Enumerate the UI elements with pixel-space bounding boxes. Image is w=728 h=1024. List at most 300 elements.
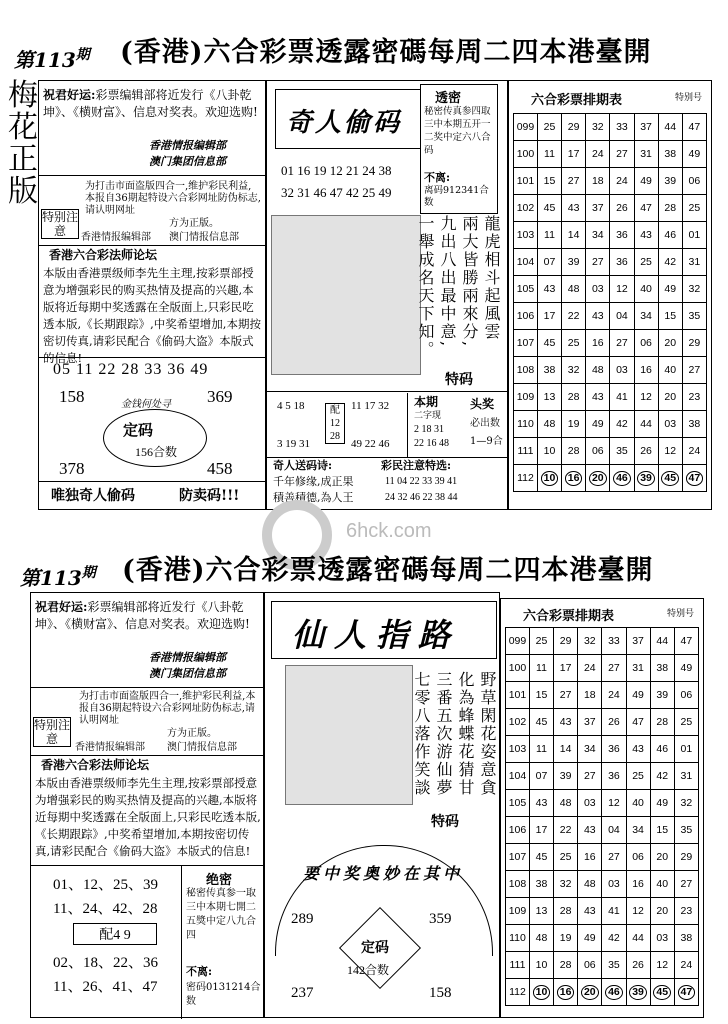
number-cell: 47 (682, 114, 706, 141)
number-cell: 35 (602, 952, 626, 979)
divider (31, 755, 265, 756)
drawn-number-cell (634, 465, 658, 492)
divider (39, 357, 267, 358)
number-cell: 25 (634, 249, 658, 276)
notice-text: 为打击市面盗版四合一,维护彩民利益,本报自36期起特设六合彩网址防伪标志,请认明网址 (85, 181, 261, 216)
issue-prefix: 第113 (14, 48, 76, 72)
slogan-right: 防卖码!!! (179, 488, 240, 504)
caimin-title: 彩民注意特选: (381, 459, 452, 472)
buli-label: 不离: (424, 171, 451, 184)
drawn-number-ball: 39 (637, 471, 655, 486)
number-cell: 28 (658, 195, 682, 222)
drawn-number-cell (529, 979, 553, 1006)
drawn-number-cell (626, 979, 650, 1006)
nums-line-1: 01、12、25、39 (53, 877, 159, 893)
number-cell: 42 (658, 249, 682, 276)
schedule-table-panel (500, 598, 704, 1018)
number-cell: 45 (537, 195, 561, 222)
issue-cell: 108 (506, 871, 530, 898)
number-cell: 27 (602, 655, 626, 682)
sign-macau: 澳门集团信息部 (149, 667, 226, 680)
poem-line-3: 三番五次游仙夢 (434, 671, 453, 797)
number-cell: 03 (658, 411, 682, 438)
benqi-box (407, 393, 510, 457)
drawn-number-ball: 10 (541, 471, 559, 486)
caimin-n1: 11 04 22 33 39 41 (385, 476, 458, 487)
divider (267, 457, 509, 458)
number-cell: 25 (537, 114, 561, 141)
table-row (506, 763, 699, 790)
tema-label: 特码 (431, 814, 459, 830)
number-cell: 43 (578, 817, 602, 844)
poem-line-1: 龍虎相斗起風雲 (482, 215, 501, 341)
table-row (506, 709, 699, 736)
issue-cell: 103 (506, 736, 530, 763)
number-cell: 28 (650, 709, 674, 736)
number-cell: 46 (650, 736, 674, 763)
number-cell: 27 (562, 168, 586, 195)
number-cell: 40 (626, 790, 650, 817)
number-cell: 29 (682, 330, 706, 357)
number-cell: 25 (554, 844, 578, 871)
poem-line-4: 七零八落作笑談 (412, 671, 431, 797)
number-cell: 24 (674, 952, 698, 979)
table-title: 六合彩票排期表 (531, 93, 623, 108)
number-cell: 11 (529, 655, 553, 682)
issue-cell: 099 (514, 114, 538, 141)
luck-block (35, 599, 259, 633)
center-title-box (275, 89, 425, 149)
drawn-number-ball: 47 (686, 471, 704, 486)
notice-sign2: 香港情报编辑部 (75, 742, 145, 753)
notice-label: 特别注意 (42, 210, 79, 238)
number-cell: 17 (529, 817, 553, 844)
drawn-number-ball: 16 (557, 985, 575, 1000)
number-cell: 15 (650, 817, 674, 844)
poem2-line1: 千年修缘,成正果 (273, 475, 354, 488)
nums-line-4: 11、26、41、47 (53, 979, 158, 995)
diamond-top-right: 359 (429, 911, 452, 927)
center-title: 仙人指路 (292, 616, 461, 654)
number-cell: 06 (682, 168, 706, 195)
number-cell: 31 (626, 655, 650, 682)
table-row (514, 168, 707, 195)
number-cell: 28 (554, 898, 578, 925)
table-tag: 特别号 (675, 93, 703, 103)
schedule-table-panel (508, 80, 712, 510)
slogan-left: 唯独奇人偷码 (51, 488, 135, 504)
number-cell: 16 (578, 844, 602, 871)
issue-cell: 112 (506, 979, 530, 1006)
poem-line-1: 野草閑花姿意貪 (478, 671, 497, 797)
number-cell: 17 (562, 141, 586, 168)
table-row (506, 628, 699, 655)
number-cell: 03 (602, 871, 626, 898)
number-cell: 04 (602, 817, 626, 844)
number-cell: 27 (610, 141, 634, 168)
number-cell: 06 (674, 682, 698, 709)
drawn-number-cell (578, 979, 602, 1006)
number-cell: 43 (586, 384, 610, 411)
issue-cell: 101 (506, 682, 530, 709)
issue-cell: 109 (514, 384, 538, 411)
number-cell: 12 (650, 952, 674, 979)
number-cell: 20 (650, 844, 674, 871)
number-cell: 45 (537, 330, 561, 357)
issue-cell: 104 (506, 763, 530, 790)
benqi-n2: 22 16 48 (414, 438, 449, 449)
number-cell: 24 (578, 655, 602, 682)
table-row (506, 790, 699, 817)
secret-box (420, 84, 498, 214)
poem-line-4: 一舉成名天下知。 (416, 215, 435, 359)
table-row (514, 141, 707, 168)
divider (31, 687, 265, 688)
secret-text: 秘密传真参四取三中本期五开一二奖中定六八合码 (424, 106, 491, 156)
number-cell: 36 (610, 249, 634, 276)
diamond-count: 142合数 (347, 963, 390, 977)
ring-bottom-right: 458 (207, 459, 233, 478)
drawn-number-cell (562, 465, 586, 492)
number-cell: 26 (634, 438, 658, 465)
issue-suffix: 期 (75, 47, 90, 63)
side-title: 梅花正版 (8, 78, 38, 209)
number-cell: 29 (674, 844, 698, 871)
number-cell: 26 (610, 195, 634, 222)
number-cell: 34 (626, 817, 650, 844)
drawn-number-ball: 20 (581, 985, 599, 1000)
immortal-illustration (285, 665, 413, 805)
drawn-number-cell (537, 465, 561, 492)
pair-a2: 3 19 31 (277, 438, 310, 450)
issue-cell: 106 (506, 817, 530, 844)
number-cell: 49 (658, 276, 682, 303)
number-cell: 18 (586, 168, 610, 195)
ring-center: 定码 (123, 421, 154, 439)
issue-cell: 105 (506, 790, 530, 817)
number-cell: 39 (658, 168, 682, 195)
ring-arc-text: 金钱何处寻 (121, 399, 171, 410)
number-cell: 29 (554, 628, 578, 655)
number-cell: 32 (562, 357, 586, 384)
table-row-latest (506, 979, 699, 1006)
buli-text: 密码0131214合数 (186, 982, 261, 1007)
number-cell: 49 (650, 790, 674, 817)
forum-title: 香港六合彩法师论坛 (41, 758, 150, 772)
number-cell: 32 (586, 114, 610, 141)
number-cell: 24 (586, 141, 610, 168)
issue-cell: 107 (514, 330, 538, 357)
issue-cell: 103 (514, 222, 538, 249)
number-cell: 43 (626, 736, 650, 763)
table-row (506, 898, 699, 925)
number-cell: 28 (562, 438, 586, 465)
number-cell: 44 (650, 628, 674, 655)
number-cell: 43 (586, 303, 610, 330)
table-row (506, 871, 699, 898)
number-cell: 33 (610, 114, 634, 141)
poem2-line2: 積善積德,為人王 (273, 491, 354, 504)
notice-text: 为打击市面盗版四合一,维护彩民利益,本报自36期起特设六合彩网址防伪标志,请认明网址 (79, 691, 256, 726)
divider (39, 481, 267, 482)
number-cell: 14 (554, 736, 578, 763)
table-row (514, 222, 707, 249)
number-cell: 06 (626, 844, 650, 871)
number-cell: 06 (586, 438, 610, 465)
number-cell: 39 (650, 682, 674, 709)
table-row (506, 817, 699, 844)
nums-line: 05 11 22 28 33 36 49 (53, 361, 209, 378)
diamond-center: 定码 (361, 940, 389, 956)
number-cell: 03 (578, 790, 602, 817)
nums-line-3: 02、18、22、36 (53, 955, 159, 971)
issue-cell: 106 (514, 303, 538, 330)
issue-suffix: 期 (81, 565, 96, 581)
number-cell: 43 (634, 222, 658, 249)
luck-title: 祝君好运: (35, 600, 88, 614)
number-cell: 47 (634, 195, 658, 222)
number-cell: 10 (529, 952, 553, 979)
table-row (514, 114, 707, 141)
sign-hk: 香港情报编辑部 (149, 139, 226, 152)
number-cell: 45 (529, 844, 553, 871)
number-cell: 43 (529, 790, 553, 817)
table-row-latest (514, 465, 707, 492)
number-cell: 26 (626, 952, 650, 979)
number-cell: 39 (562, 249, 586, 276)
luck-text: 彩票编辑部将近发行《八卦乾坤》、《横财富》、信息对奖表。欢迎选购! (35, 600, 250, 631)
caimin-n2: 24 32 46 22 38 44 (385, 492, 458, 503)
number-cell: 36 (602, 763, 626, 790)
issue-cell: 101 (514, 168, 538, 195)
number-cell: 42 (650, 763, 674, 790)
ring-count: 156合数 (135, 445, 178, 459)
number-cell: 27 (586, 249, 610, 276)
drawn-number-ball: 45 (653, 985, 671, 1000)
number-cell: 12 (634, 384, 658, 411)
number-cell: 41 (602, 898, 626, 925)
number-cell: 24 (682, 438, 706, 465)
ring-top-right: 369 (207, 387, 233, 406)
number-cell: 49 (626, 682, 650, 709)
secret-title: 透密 (435, 91, 462, 106)
number-cell: 48 (529, 925, 553, 952)
secret-box (181, 865, 266, 1019)
number-cell: 27 (554, 682, 578, 709)
number-cell: 16 (586, 330, 610, 357)
number-cell: 48 (562, 276, 586, 303)
issue-number (20, 562, 96, 591)
notice-label: 特别注意 (34, 718, 71, 746)
number-cell: 43 (578, 898, 602, 925)
drawn-number-ball: 46 (613, 471, 631, 486)
number-cell: 20 (658, 384, 682, 411)
number-cell: 19 (554, 925, 578, 952)
center-nums-1: 01 16 19 12 21 24 38 (281, 163, 392, 178)
number-cell: 49 (674, 655, 698, 682)
drawn-number-ball: 20 (589, 471, 607, 486)
issue-cell: 105 (514, 276, 538, 303)
number-cell: 48 (554, 790, 578, 817)
watermark-text: 6hck.com (346, 520, 432, 542)
poem2-title: 奇人送码诗: (273, 459, 333, 472)
number-cell: 28 (554, 952, 578, 979)
number-cell: 12 (610, 276, 634, 303)
number-cell: 18 (578, 682, 602, 709)
issue-cell: 110 (514, 411, 538, 438)
number-cell: 16 (634, 357, 658, 384)
number-cell: 32 (554, 871, 578, 898)
number-cell: 27 (674, 871, 698, 898)
table-row (506, 925, 699, 952)
number-cell: 37 (626, 628, 650, 655)
center-title: 奇人偷码 (286, 108, 403, 138)
number-cell: 49 (578, 925, 602, 952)
left-column (30, 592, 264, 1018)
number-cell: 31 (682, 249, 706, 276)
number-cell: 35 (674, 817, 698, 844)
number-cell: 44 (634, 411, 658, 438)
number-cell: 25 (562, 330, 586, 357)
number-cell: 37 (586, 195, 610, 222)
number-cell: 13 (529, 898, 553, 925)
number-cell: 37 (634, 114, 658, 141)
number-cell: 24 (602, 682, 626, 709)
diamond-top-left: 289 (291, 911, 314, 927)
number-cell: 38 (658, 141, 682, 168)
sign-macau: 澳门集团信息部 (149, 155, 226, 168)
table-row (506, 952, 699, 979)
number-cell: 17 (554, 655, 578, 682)
number-cell: 34 (634, 303, 658, 330)
diamond-bottom-right: 158 (429, 985, 452, 1001)
number-cell: 20 (658, 330, 682, 357)
notice-sign3: 澳门情报信息部 (169, 232, 239, 243)
number-cell: 48 (586, 357, 610, 384)
issue-cell: 108 (514, 357, 538, 384)
number-cell: 13 (537, 384, 561, 411)
issue-prefix: 第113 (20, 566, 82, 590)
toujiang-label: 头奖 (470, 397, 495, 411)
number-cell: 23 (674, 898, 698, 925)
ring-top-left: 158 (59, 387, 85, 406)
issue-cell: 110 (506, 925, 530, 952)
number-cell: 39 (554, 763, 578, 790)
table-row (514, 249, 707, 276)
secret-title: 绝密 (206, 873, 233, 888)
number-cell: 11 (537, 222, 561, 249)
number-cell: 35 (610, 438, 634, 465)
number-cell: 22 (554, 817, 578, 844)
drawn-number-ball: 45 (661, 471, 679, 486)
table-row (514, 438, 707, 465)
number-cell: 49 (682, 141, 706, 168)
number-cell: 42 (602, 925, 626, 952)
number-cell: 40 (658, 357, 682, 384)
number-cell: 32 (682, 276, 706, 303)
forum-text: 本版由香港票级师李先生主理,按彩票部授意为增强彩民的购买热情及提高的兴趣,本版将近每期中奖透露在全版面上,只彩民吃透本版,《长期跟踪》,中奖希望增加,本期按密切传真,请彩民配合《偷码大盗》本版式的信息! (43, 266, 261, 365)
number-cell: 32 (674, 790, 698, 817)
arc-text: 要中奖奥妙在其中 (303, 864, 464, 883)
number-cell: 07 (529, 763, 553, 790)
number-cell: 40 (650, 871, 674, 898)
number-cell: 34 (578, 736, 602, 763)
number-cell: 24 (610, 168, 634, 195)
divider (39, 175, 267, 176)
number-cell: 12 (658, 438, 682, 465)
issue-number (14, 44, 90, 73)
notice-sign1: 方为正版。 (167, 728, 217, 739)
number-cell: 49 (634, 168, 658, 195)
poem-line-2: 化為蜂蝶花猜甘 (456, 671, 475, 797)
number-cell: 36 (610, 222, 634, 249)
forum-title: 香港六合彩法师论坛 (49, 248, 158, 262)
number-cell: 43 (562, 195, 586, 222)
number-cell: 48 (578, 871, 602, 898)
table-row (514, 384, 707, 411)
benqi-sub: 二字现 (414, 411, 442, 421)
number-cell: 06 (578, 952, 602, 979)
table-title: 六合彩票排期表 (523, 609, 615, 624)
number-cell: 45 (529, 709, 553, 736)
table-row (514, 357, 707, 384)
drawn-number-cell (650, 979, 674, 1006)
left-column (38, 80, 266, 510)
issue-cell: 107 (506, 844, 530, 871)
number-cell: 15 (658, 303, 682, 330)
sign-hk: 香港情报编辑部 (149, 651, 226, 664)
number-cell: 29 (562, 114, 586, 141)
number-cell: 35 (682, 303, 706, 330)
table-row (514, 411, 707, 438)
tema-label: 特码 (445, 372, 473, 388)
divider (39, 245, 267, 246)
number-cell: 16 (626, 871, 650, 898)
drawn-number-ball: 46 (605, 985, 623, 1000)
number-cell: 11 (529, 736, 553, 763)
number-cell: 15 (529, 682, 553, 709)
number-cell: 25 (626, 763, 650, 790)
drawn-number-cell (682, 465, 706, 492)
number-cell: 07 (537, 249, 561, 276)
table-row (506, 736, 699, 763)
forum-text: 本版由香港票级师李先生主理,按彩票部授意为增强彩民的购买热情及提高的兴趣,本版将近每期中奖透露在全版面上,只彩民吃透本版,《长期跟踪》,中奖希望增加,本期按密切传真,请彩民配合《偷码大盗》本版式的信息! (35, 776, 261, 858)
number-cell: 03 (586, 276, 610, 303)
drawn-number-ball: 10 (533, 985, 551, 1000)
number-cell: 38 (529, 871, 553, 898)
poem-line-2: 兩大皆勝兩來分, (460, 215, 479, 349)
schedule-table (513, 113, 707, 492)
issue-cell: 111 (514, 438, 538, 465)
issue-cell: 109 (506, 898, 530, 925)
notice-sign3: 澳门情报信息部 (167, 742, 237, 753)
number-cell: 15 (537, 168, 561, 195)
drawn-number-ball: 39 (629, 985, 647, 1000)
buli-text: 离码912341合数 (424, 185, 489, 208)
toujiang-sub: 必出数 (470, 418, 500, 429)
ring-bottom-left: 378 (59, 459, 85, 478)
number-cell: 27 (610, 330, 634, 357)
number-cell: 46 (658, 222, 682, 249)
drawn-number-cell (610, 465, 634, 492)
issue-cell: 102 (514, 195, 538, 222)
drawn-number-cell (554, 979, 578, 1006)
pair-b1: 11 17 32 (351, 400, 390, 412)
number-cell: 49 (586, 411, 610, 438)
issue-cell: 100 (506, 655, 530, 682)
number-cell: 20 (650, 898, 674, 925)
center-nums-2: 32 31 46 47 42 25 49 (281, 185, 392, 200)
